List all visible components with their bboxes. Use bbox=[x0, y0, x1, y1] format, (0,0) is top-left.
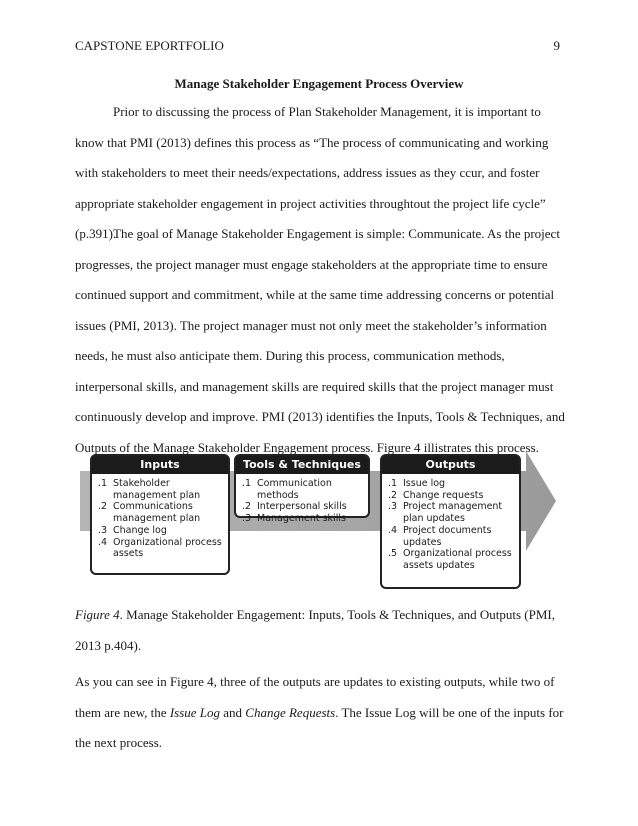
inputs-list bbox=[92, 474, 228, 560]
list-item: .3 Project management plan updates bbox=[388, 501, 503, 525]
page-number: 9 bbox=[553, 38, 560, 53]
outputs-title: Outputs bbox=[382, 456, 519, 474]
tools-title: Tools & Techniques bbox=[236, 456, 368, 474]
outputs-list bbox=[382, 474, 519, 572]
list-item: .1 Issue log bbox=[388, 478, 446, 489]
list-item: .2 Interpersonal skills bbox=[242, 501, 347, 513]
inputs-title: Inputs bbox=[92, 456, 228, 474]
list-item: .5 Organizational process assets updates bbox=[388, 548, 512, 571]
figure-label: Figure 4 bbox=[75, 607, 120, 622]
list-item: .2 Communications management plan bbox=[98, 501, 201, 525]
list-item: .4 Organizational process assets bbox=[98, 536, 222, 560]
issue-log-term: Issue Log bbox=[169, 704, 221, 720]
paragraph-3: As you can see in Figure 4, three of the outputs are updates to existing outputs, while two of them are new, the Issue Log and Change Requests. The Issue Log will be one of the inputs for the next process. bbox=[75, 674, 564, 750]
list-item: .4 Project documents updates bbox=[388, 524, 492, 548]
figure-caption bbox=[75, 600, 565, 661]
list-item: .1 Stakeholder management plan bbox=[98, 478, 201, 501]
process-figure bbox=[80, 449, 556, 590]
list-item: .2 Change requests bbox=[388, 489, 484, 501]
section-title: Manage Stakeholder Engagement Process Overview bbox=[174, 76, 464, 91]
list-item: .3 Management skills bbox=[242, 513, 346, 525]
caption-text: . Manage Stakeholder Engagement: Inputs, Tools & Techniques, and Outputs (PMI, 2013 p.404). bbox=[75, 607, 555, 653]
paragraph-2: The goal of Manage Stakeholder Engagement is simple: Communicate. As the project progresses, the project manager must engage stakeholders at the appropriate time to ensure continued support and commitment, while at the same time addressing concerns or potential issues (PMI, 2013). The project manager must not only meet the stakeholder’s information needs, he must also anticipate them. During this process, communication methods, interpersonal skills, and management skills are required skills that the project manager must continuously develop and improve. PMI (2013) identifies the Inputs, Tools & Techniques, and Outputs of the Manage Stakeholder Engagement process. Figure 4 illistrates this process. bbox=[75, 226, 565, 455]
outputs-panel bbox=[380, 454, 521, 589]
running-header: CAPSTONE EPORTFOLIO bbox=[75, 38, 224, 53]
list-item: .3 Change log bbox=[98, 524, 167, 536]
tools-panel bbox=[234, 454, 370, 525]
change-requests-term: Change Requests bbox=[245, 704, 336, 720]
inputs-panel bbox=[90, 454, 230, 575]
paragraph-1: Prior to discussing the process of Plan Stakeholder Management, it is important to know that PMI (2013) defines this process as “The process of communicating and working with stakeholders to meet their needs/expectations, address issues as they ccur, and foster appropriate stakeholder engagement in project activities throughtout the project life cycle” (p.391). bbox=[75, 104, 549, 241]
tools-list bbox=[236, 474, 368, 525]
list-item: .1 Communication methods bbox=[242, 478, 332, 501]
